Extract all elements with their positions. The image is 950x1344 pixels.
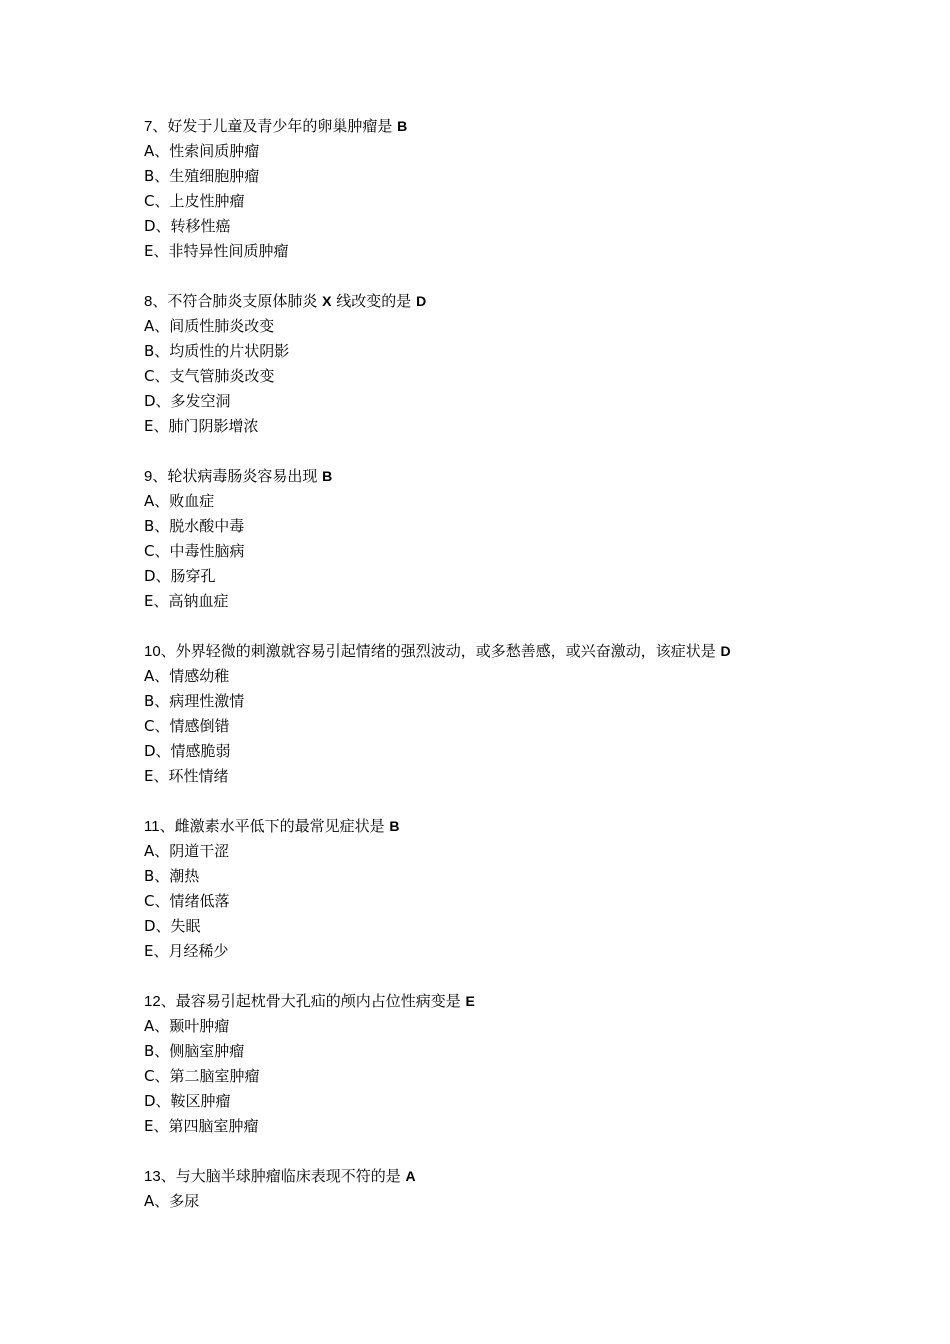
question-text: 线改变的是 [336,292,412,310]
option-b: B、均质性的片状阴影 [144,342,290,360]
option-c: C、第二脑室肿瘤 [144,1067,260,1085]
question-text-bold: X [322,293,332,309]
question-8 [144,289,844,439]
option-d: D、多发空洞 [144,392,231,410]
question-stem [144,114,844,139]
question-stem [144,464,844,489]
option-c: C、支气管肺炎改变 [144,367,275,385]
option-e: E、高钠血症 [144,592,229,610]
option-c: C、情绪低落 [144,892,230,910]
option-d: D、失眠 [144,917,201,935]
question-10 [144,639,844,789]
option-e: E、第四脑室肿瘤 [144,1117,259,1135]
question-7 [144,114,844,264]
option-a: A、阴道干涩 [144,842,230,860]
question-number: 12 [144,993,161,1010]
option-b: B、病理性激情 [144,692,245,710]
option-d: D、肠穿孔 [144,567,216,585]
option-a: A、颞叶肿瘤 [144,1017,230,1035]
question-number: 7 [144,118,153,135]
option-d: D、鞍区肿瘤 [144,1092,231,1110]
question-text: 、好发于儿童及青少年的卵巢肿瘤是 [152,117,393,135]
question-stem [144,289,844,314]
document-page [144,114,844,1239]
question-text: 、最容易引起枕骨大孔疝的颅内占位性病变是 [160,992,461,1010]
answer-key: B [322,468,333,484]
question-text: 、不符合肺炎支原体肺炎 [152,292,318,310]
option-a: A、败血症 [144,492,215,510]
question-text: 、雌激素水平低下的最常见症状是 [159,817,385,835]
option-d: D、情感脆弱 [144,742,231,760]
question-number: 10 [144,643,161,660]
question-number: 8 [144,293,153,310]
option-a: A、间质性肺炎改变 [144,317,275,335]
option-d: D、转移性癌 [144,217,231,235]
question-stem [144,989,844,1014]
question-9 [144,464,844,614]
answer-key: B [389,818,400,834]
answer-key: B [397,118,408,134]
option-e: E、非特异性间质肿瘤 [144,242,289,260]
question-text: 、与大脑半球肿瘤临床表现不符的是 [160,1167,401,1185]
question-number: 13 [144,1168,161,1185]
option-c: C、中毒性脑病 [144,542,245,560]
answer-key: D [416,293,427,309]
option-b: B、侧脑室肿瘤 [144,1042,245,1060]
option-c: C、上皮性肿瘤 [144,192,245,210]
option-a: A、情感幼稚 [144,667,230,685]
option-e: E、肺门阴影增浓 [144,417,259,435]
option-e: E、月经稀少 [144,942,229,960]
question-stem [144,814,844,839]
question-text: 、轮状病毒肠炎容易出现 [152,467,318,485]
question-stem [144,639,844,664]
question-12 [144,989,844,1139]
answer-key: A [405,1168,416,1184]
question-11 [144,814,844,964]
option-a: A、性索间质肿瘤 [144,142,260,160]
answer-key: E [465,993,475,1009]
question-text: 、外界轻微的刺激就容易引起情绪的强烈波动，或多愁善感，或兴奋激动，该症状是 [160,642,716,660]
question-13 [144,1164,844,1214]
option-b: B、脱水酸中毒 [144,517,245,535]
question-stem [144,1164,844,1189]
option-b: B、生殖细胞肿瘤 [144,167,260,185]
option-c: C、情感倒错 [144,717,230,735]
option-b: B、潮热 [144,867,200,885]
option-e: E、环性情绪 [144,767,229,785]
option-a: A、多尿 [144,1192,200,1210]
question-number: 11 [144,818,160,835]
answer-key: D [720,643,731,659]
question-number: 9 [144,468,153,485]
